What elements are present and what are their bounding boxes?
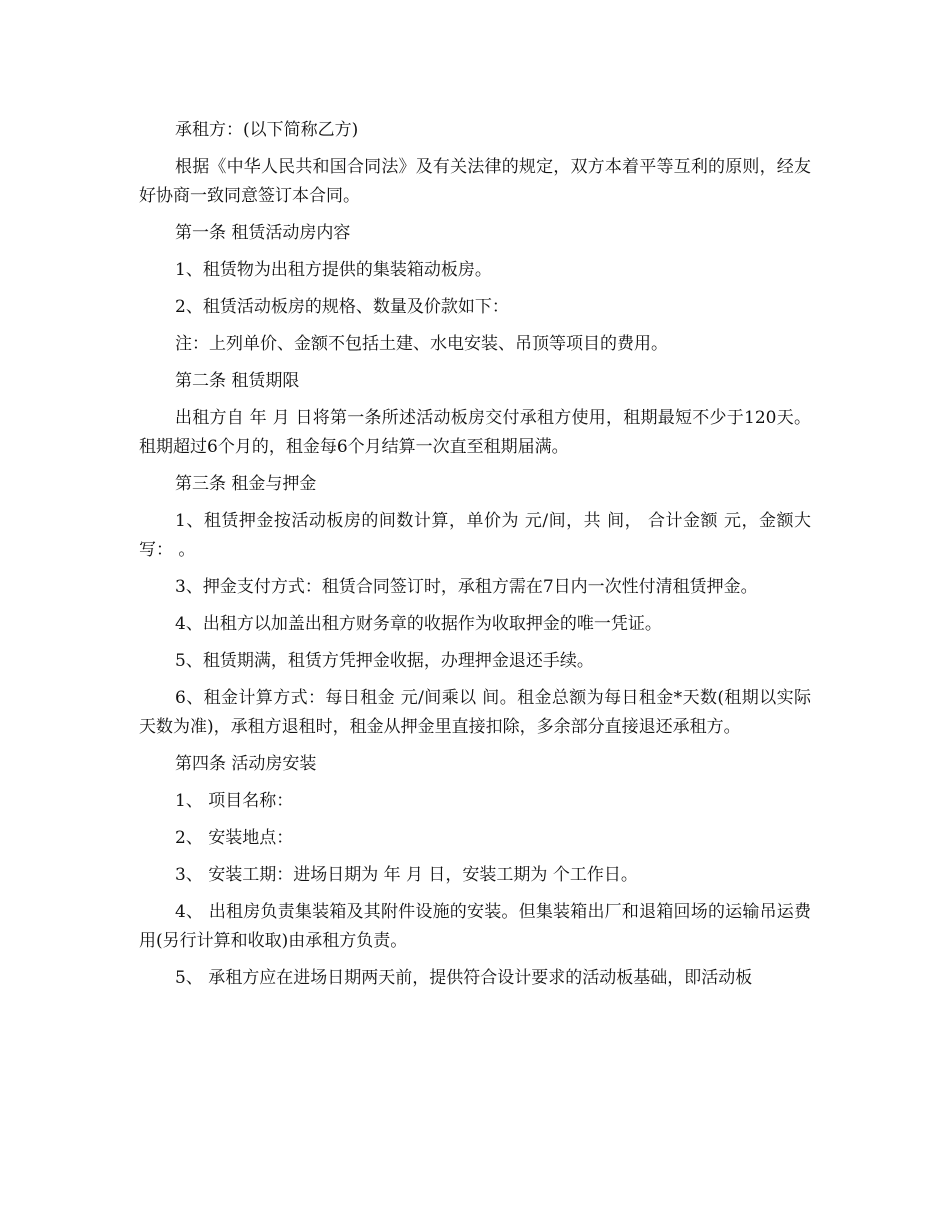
paragraph-article-3-item-5: 5、租赁期满，租赁方凭押金收据，办理押金退还手续。: [175, 651, 594, 671]
paragraph-article-1-item-2: 2、租赁活动板房的规格、数量及价款如下：: [175, 297, 509, 317]
heading-article-3: 第三条 租金与押金: [175, 474, 317, 494]
paragraph-note: 注：上列单价、金额不包括土建、水电安装、吊顶等项目的费用。: [175, 334, 668, 354]
paragraph-article-4-item-4: 4、 出租房负责集装箱及其附件设施的安装。但集装箱出厂和退箱回场的运输吊运费用(另行计算和收取)由承租方负责。: [139, 902, 811, 951]
paragraph-article-1-item-1: 1、租赁物为出租方提供的集装箱动板房。: [175, 260, 492, 280]
paragraph-article-3-item-4: 4、出租方以加盖出租方财务章的收据作为收取押金的唯一凭证。: [175, 614, 662, 634]
paragraph-article-4-item-5: 5、 承租方应在进场日期两天前，提供符合设计要求的活动板基础，即活动板: [175, 968, 753, 988]
heading-article-2: 第二条 租赁期限: [175, 371, 300, 391]
paragraph-preamble: 根据《中华人民共和国合同法》及有关法律的规定，双方本着平等互利的原则，经友好协商一致同意签订本合同。: [139, 157, 811, 206]
heading-article-4: 第四条 活动房安装: [175, 754, 317, 774]
paragraph-article-3-item-1: 1、租赁押金按活动板房的间数计算，单价为 元/间，共 间， 合计金额 元，金额大写： 。: [139, 511, 811, 560]
paragraph-article-4-item-1: 1、 项目名称：: [175, 791, 294, 811]
paragraph-article-3-item-6: 6、租金计算方式：每日租金 元/间乘以 间。租金总额为每日租金*天数(租期以实际天数为准)，承租方退租时，租金从押金里直接扣除，多余部分直接退还承租方。: [139, 688, 811, 737]
paragraph-article-4-item-3: 3、 安装工期：进场日期为 年 月 日，安装工期为 个工作日。: [175, 865, 638, 885]
paragraph-article-3-item-3: 3、押金支付方式：租赁合同签订时，承租方需在7日内一次性付清租赁押金。: [175, 577, 758, 597]
heading-article-1: 第一条 租赁活动房内容: [175, 223, 351, 243]
paragraph-lease-term: 出租方自 年 月 日将第一条所述活动板房交付承租方使用，租期最短不少于120天。租期超过6个月的，租金每6个月结算一次直至租期届满。: [139, 408, 811, 457]
document-body: [139, 116, 811, 1001]
paragraph-article-4-item-2: 2、 安装地点：: [175, 828, 294, 848]
paragraph-lessee: 承租方：(以下简称乙方): [175, 120, 359, 140]
